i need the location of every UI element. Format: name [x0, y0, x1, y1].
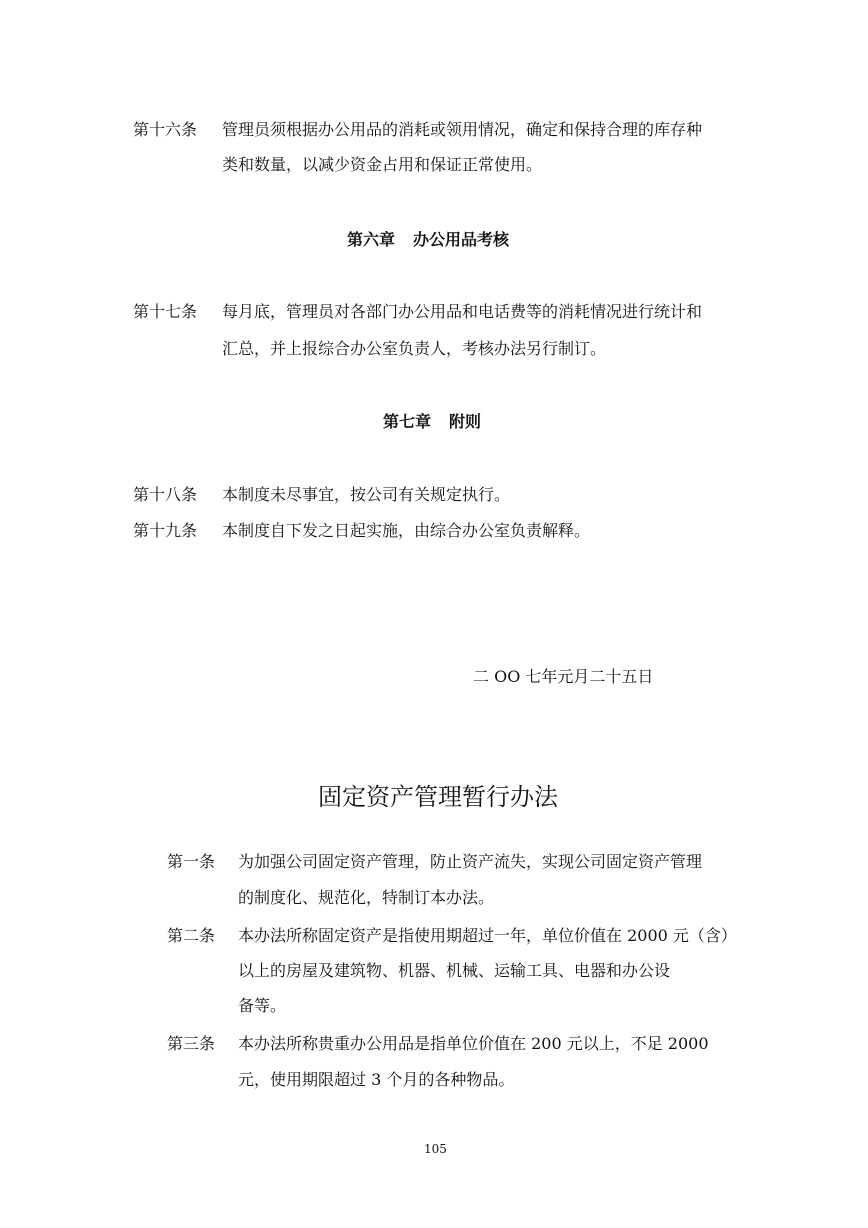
chapter-title: 办公用品考核 — [413, 230, 510, 249]
article-label: 第二条 — [167, 926, 216, 945]
article-text-line: 以上的房屋及建筑物、机器、机械、运输工具、电器和办公设 — [238, 961, 671, 980]
article-text-line: 为加强公司固定资产管理，防止资产流失，实现公司固定资产管理 — [238, 852, 703, 871]
article-label: 第十七条 — [133, 302, 198, 321]
article-text-line: 本办法所称贵重办公用品是指单位价值在 200 元以上，不足 2000 — [238, 1034, 709, 1053]
article-text-line: 本制度自下发之日起实施，由综合办公室负责解释。 — [222, 521, 591, 540]
article-text-line: 的制度化、规范化，特制订本办法。 — [238, 888, 495, 907]
document-title: 固定资产管理暂行办法 — [318, 783, 558, 811]
article-text-line: 类和数量，以减少资金占用和保证正常使用。 — [222, 155, 543, 174]
article-text-line: 备等。 — [238, 996, 287, 1015]
article-text-line: 本办法所称固定资产是指使用期超过一年，单位价值在 2000 元（含） — [238, 926, 737, 945]
article-label: 第十九条 — [133, 521, 198, 540]
page-number: 105 — [424, 1142, 447, 1156]
chapter-number: 第七章 — [383, 412, 432, 431]
article-label: 第十八条 — [133, 485, 198, 504]
chapter-number: 第六章 — [347, 230, 396, 249]
article-label: 第三条 — [167, 1034, 216, 1053]
chapter-7-heading — [383, 412, 481, 432]
article-text-line: 本制度未尽事宜，按公司有关规定执行。 — [222, 485, 511, 504]
article-text-line: 元，使用期限超过 3 个月的各种物品。 — [238, 1070, 515, 1089]
signature-date: 二 OO 七年元月二十五日 — [473, 667, 654, 686]
article-text-line: 管理员须根据办公用品的消耗或领用情况，确定和保持合理的库存种 — [222, 120, 703, 139]
article-label: 第十六条 — [133, 120, 198, 139]
chapter-title: 附则 — [449, 412, 482, 431]
article-label: 第一条 — [167, 852, 216, 871]
article-text-line: 汇总，并上报综合办公室负责人，考核办法另行制订。 — [222, 339, 607, 358]
chapter-6-heading — [347, 230, 509, 250]
article-text-line: 每月底，管理员对各部门办公用品和电话费等的消耗情况进行统计和 — [222, 302, 703, 321]
